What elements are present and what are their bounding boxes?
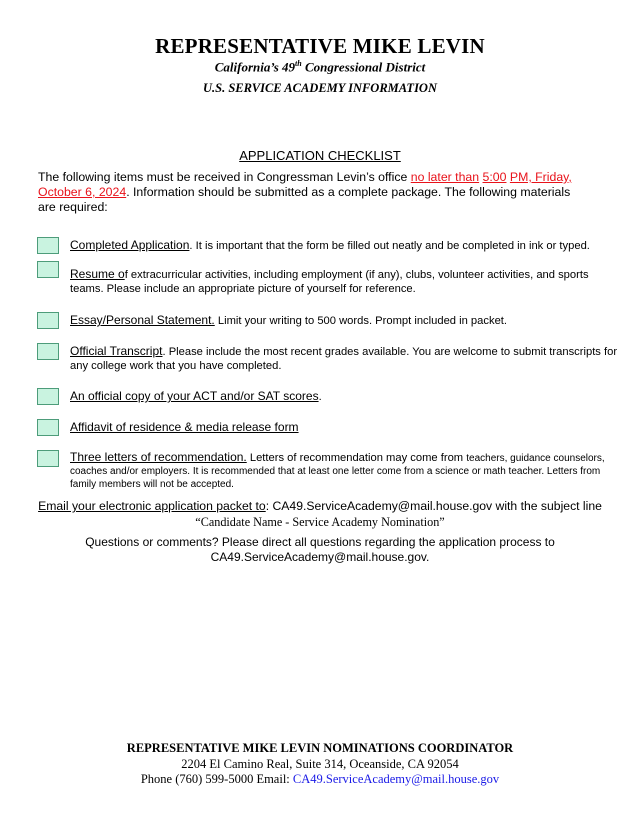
district-subtitle: California’s 49th Congressional District [214, 59, 426, 75]
footer-title: REPRESENTATIVE MIKE LEVIN NOMINATIONS COORDINATOR [126, 741, 514, 755]
footer-email-link[interactable]: CA49.ServiceAcademy@mail.house.gov [292, 772, 500, 786]
submission-label: Email your electronic application packet to [38, 499, 266, 513]
checklist-intro: The following items must be received in Congressman Levin’s office no later than 5:00 PM, Friday, October 6, 2024. Information should be submitted as a complete package. The following materials are required: [38, 170, 572, 214]
checkbox[interactable] [37, 261, 59, 278]
checkbox[interactable] [37, 388, 59, 405]
footer-contact: Phone (760) 599-5000 Email: CA49.ServiceAcademy@mail.house.gov [140, 772, 500, 786]
checkbox[interactable] [37, 237, 59, 254]
page-title: REPRESENTATIVE MIKE LEVIN [155, 34, 485, 58]
footer-address: 2204 El Camino Real, Suite 314, Oceanside, CA 92054 [181, 757, 459, 771]
academy-subtitle: U.S. SERVICE ACADEMY INFORMATION [203, 81, 437, 95]
checkbox[interactable] [37, 312, 59, 329]
checklist-heading: APPLICATION CHECKLIST [239, 148, 401, 163]
checkbox[interactable] [37, 450, 59, 467]
submission-instructions: Email your electronic application packet to: CA49.ServiceAcademy@mail.house.gov with the subject line “Candidate Name - Service Academy Nomination” [0, 498, 640, 530]
deadline-text: no later than [410, 170, 480, 184]
checkbox[interactable] [37, 419, 59, 436]
subject-line: “Candidate Name - Service Academy Nomination” [195, 515, 445, 529]
checkbox[interactable] [37, 343, 59, 360]
questions-text: Questions or comments? Please direct all questions regarding the application process to CA49.ServiceAcademy@mail.house.gov. [85, 535, 555, 564]
